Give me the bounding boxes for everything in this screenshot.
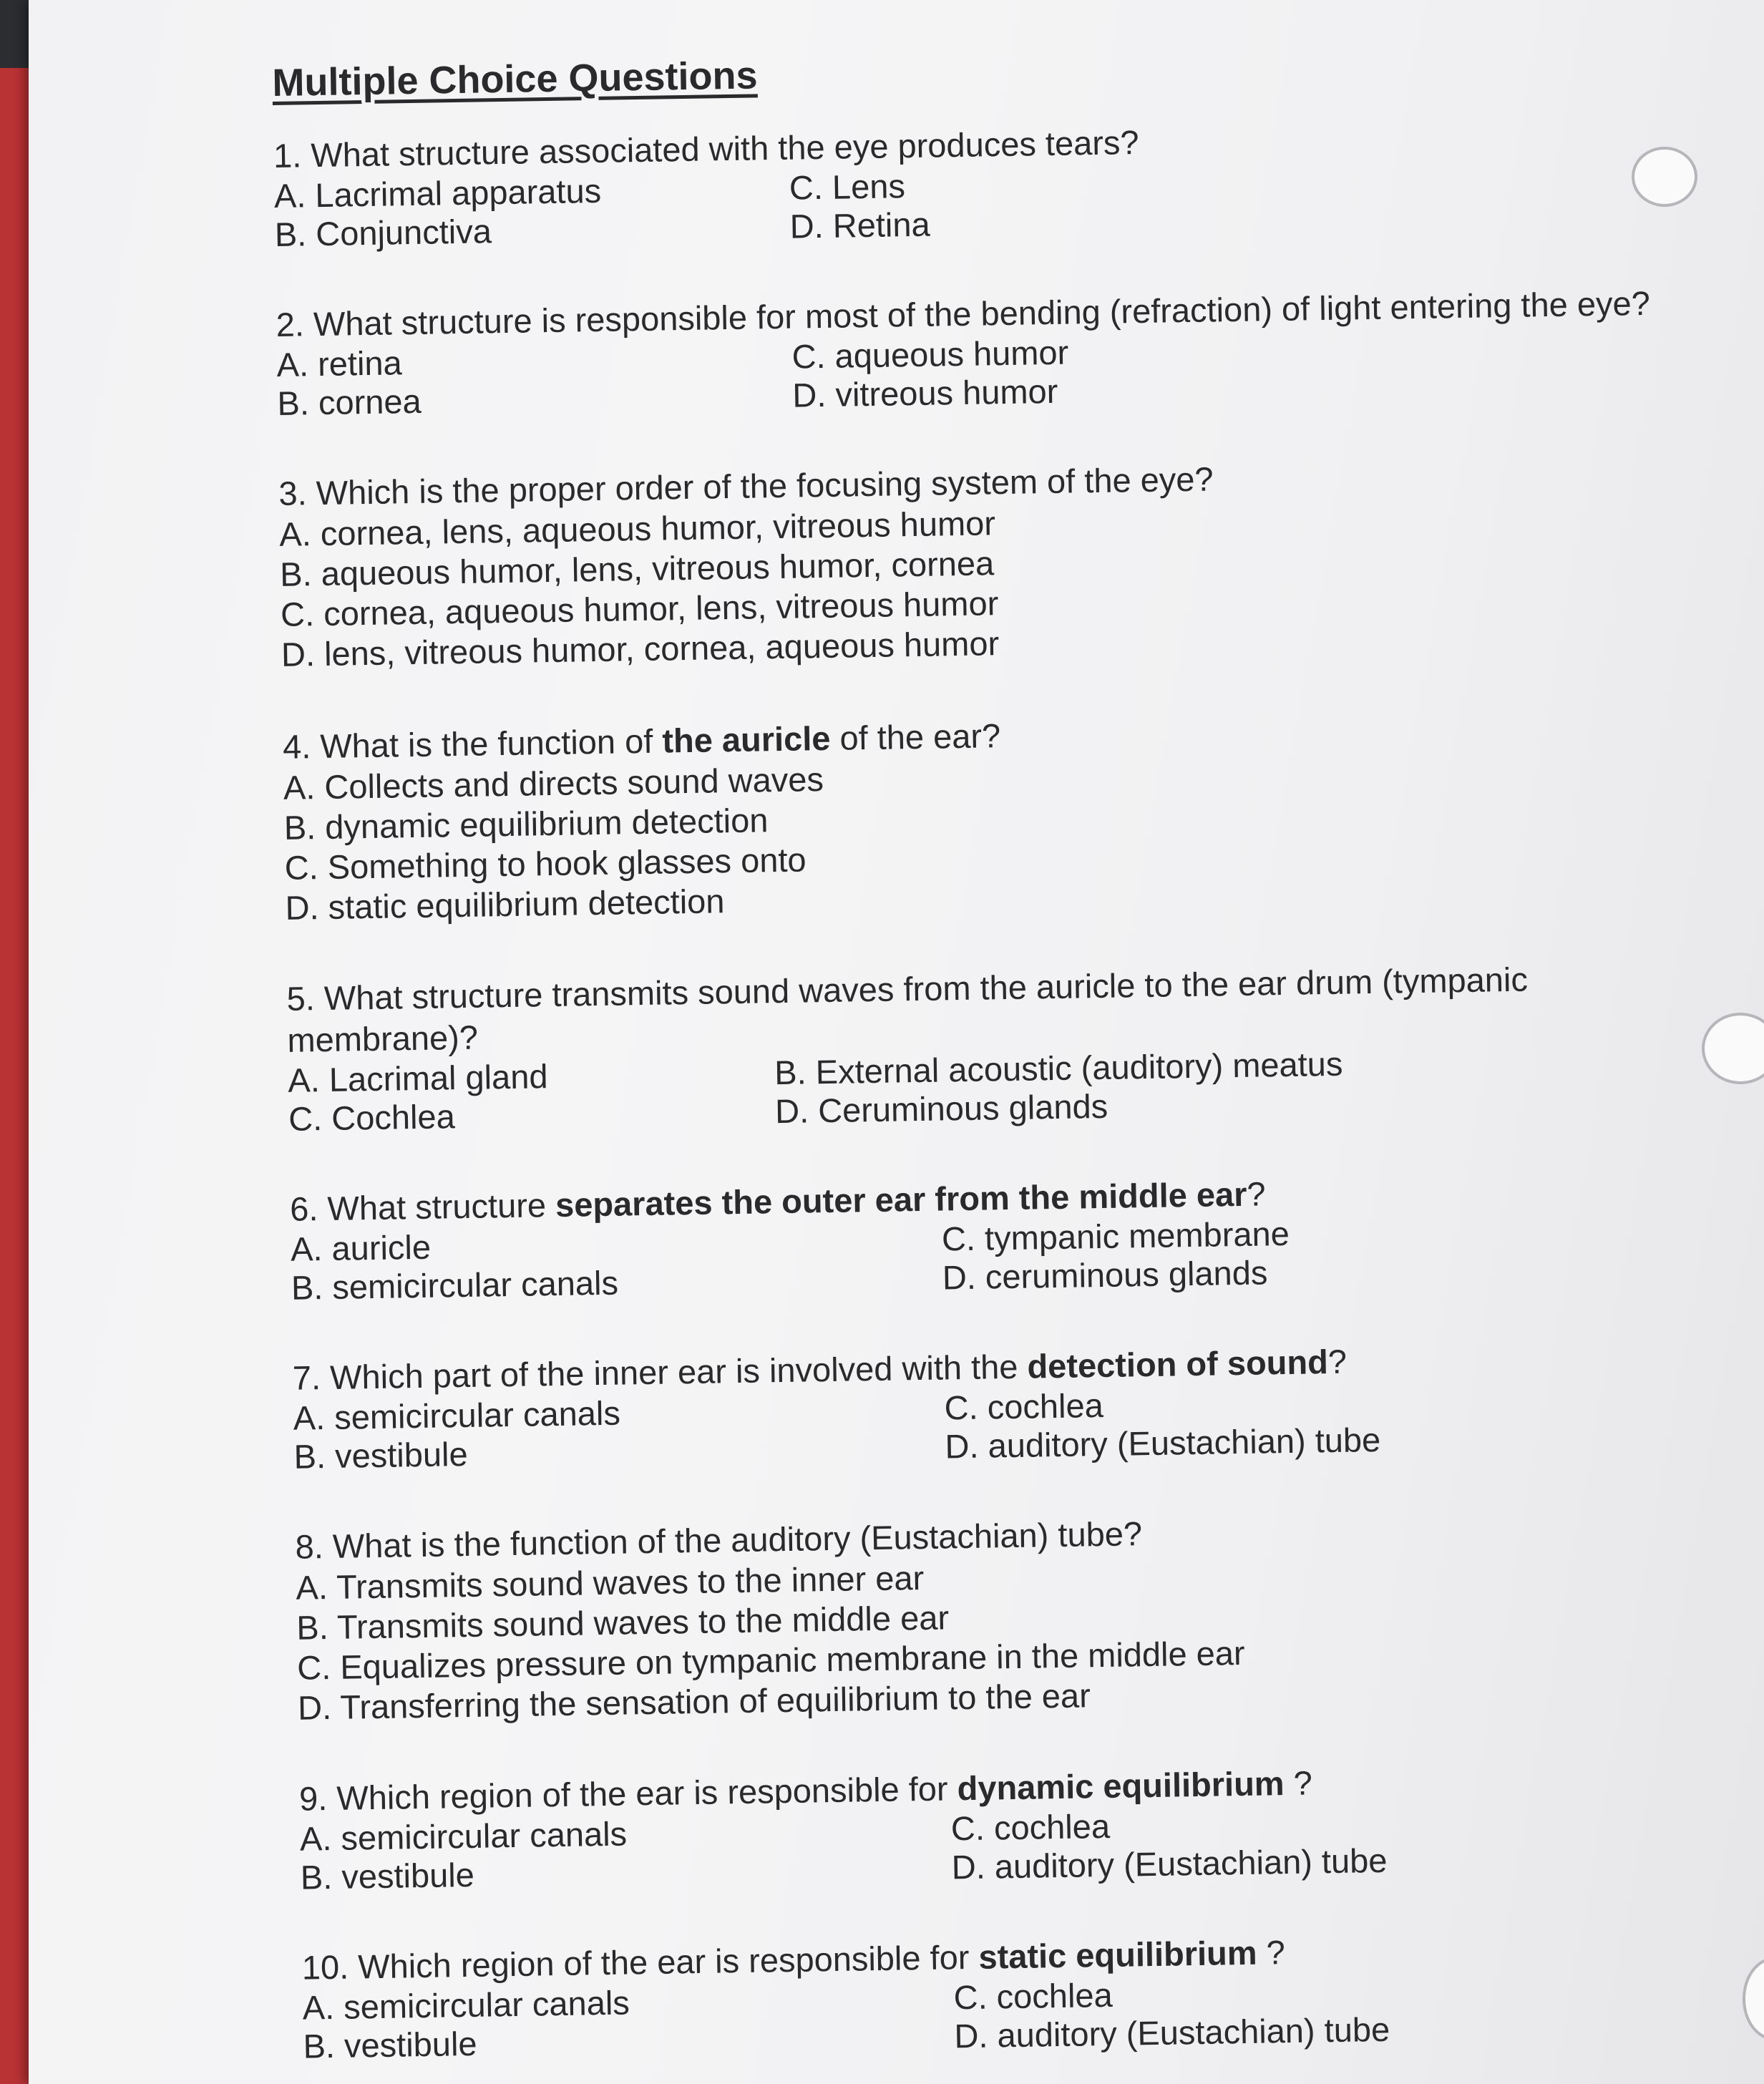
option-c: C. cornea, aqueous humor, lens, vitreous humor xyxy=(280,584,999,633)
question-stem: 2. What structure is responsible for most of the bending (refraction) of light entering the eye? xyxy=(276,283,1651,344)
option-c: C. cochlea xyxy=(950,1806,1111,1848)
option-c: C. cochlea xyxy=(953,1975,1114,2017)
option-b: B. External acoustic (auditory) meatus xyxy=(774,1044,1343,1092)
option-d: D. lens, vitreous humor, cornea, aqueous humor xyxy=(281,624,1000,673)
option-d: D. Transferring the sensation of equilibrium to the ear xyxy=(297,1676,1091,1727)
option-a: A. semicircular canals xyxy=(302,1983,630,2027)
question-10 xyxy=(301,1924,1764,2065)
question-stem: 6. What structure separates the outer ear from the middle ear? xyxy=(289,1174,1266,1228)
option-b: B. vestibule xyxy=(293,1434,468,1476)
option-c: C. tympanic membrane xyxy=(941,1214,1290,1258)
option-c: C. Cochlea xyxy=(288,1097,456,1138)
option-b: B. semicircular canals xyxy=(291,1263,619,1307)
option-d: D. auditory (Eustachian) tube xyxy=(954,2010,1390,2055)
option-b: B. Conjunctiva xyxy=(274,212,492,253)
question-8 xyxy=(295,1504,1764,1728)
option-c: C. cochlea xyxy=(944,1386,1104,1427)
option-d: D. auditory (Eustachian) tube xyxy=(945,1420,1381,1466)
question-7 xyxy=(292,1335,1760,1476)
question-9 xyxy=(299,1756,1764,1897)
option-b: B. cornea xyxy=(277,381,422,422)
option-d: D. auditory (Eustachian) tube xyxy=(951,1841,1388,1886)
option-d: D. ceruminous glands xyxy=(942,1253,1268,1297)
option-d: D. Retina xyxy=(789,205,931,245)
option-a: A. semicircular canals xyxy=(299,1814,628,1858)
question-stem: 1. What structure associated with the eye produces tears? xyxy=(273,122,1139,175)
option-a: A. retina xyxy=(276,344,403,384)
question-stem: 5. What structure transmits sound waves from the auricle to the ear drum (tympanic membrane)? xyxy=(286,960,1529,1059)
option-c: C. aqueous humor xyxy=(791,333,1069,376)
question-stem: 10. Which region of the ear is responsible for static equilibrium ? xyxy=(301,1933,1286,1987)
option-a: A. cornea, lens, aqueous humor, vitreous humor xyxy=(278,504,996,553)
option-d: D. Ceruminous glands xyxy=(774,1086,1108,1131)
options-list xyxy=(279,492,1748,675)
option-c: C. Equalizes pressure on tympanic membrane in the middle ear xyxy=(296,1633,1245,1687)
option-d: D. static equilibrium detection xyxy=(285,882,725,927)
question-stem: 9. Which region of the ear is responsible for dynamic equilibrium ? xyxy=(298,1763,1313,1818)
option-a: A. Lacrimal apparatus xyxy=(273,171,602,215)
page-title: Multiple Choice Questions xyxy=(272,54,758,104)
option-a: A. semicircular canals xyxy=(293,1393,621,1437)
question-stem: 4. What is the function of the auricle of the ear? xyxy=(282,716,1001,766)
question-1 xyxy=(273,112,1742,254)
option-d: D. vitreous humor xyxy=(792,371,1058,414)
option-a: A. auricle xyxy=(290,1227,432,1268)
option-c: C. Lens xyxy=(789,167,906,207)
question-stem: 8. What is the function of the auditory (Eustachian) tube? xyxy=(295,1514,1143,1566)
option-a: A. Collects and directs sound waves xyxy=(283,760,824,807)
question-6 xyxy=(290,1166,1758,1308)
question-3 xyxy=(278,450,1748,675)
option-b: B. Transmits sound waves to the middle ear xyxy=(296,1598,950,1647)
options-list xyxy=(296,1545,1764,1728)
option-b: B. vestibule xyxy=(303,2024,477,2065)
question-sheet xyxy=(272,38,1764,2066)
question-stem: 3. Which is the proper order of the focusing system of the eye? xyxy=(278,459,1214,512)
option-a: A. Transmits sound waves to the inner ear xyxy=(296,1558,925,1607)
option-a: A. Lacrimal gland xyxy=(287,1057,548,1099)
option-b: B. aqueous humor, lens, vitreous humor, cornea xyxy=(279,544,995,593)
question-2 xyxy=(276,281,1744,423)
option-b: B. dynamic equilibrium detection xyxy=(283,801,769,847)
question-5 xyxy=(286,955,1755,1139)
question-stem: 7. Which part of the inner ear is involved with the detection of sound? xyxy=(292,1342,1348,1397)
option-c: C. Something to hook glasses onto xyxy=(284,840,807,887)
question-4 xyxy=(283,703,1753,928)
options-list xyxy=(283,745,1753,928)
option-b: B. vestibule xyxy=(300,1855,475,1896)
worksheet-page xyxy=(29,0,1764,2084)
